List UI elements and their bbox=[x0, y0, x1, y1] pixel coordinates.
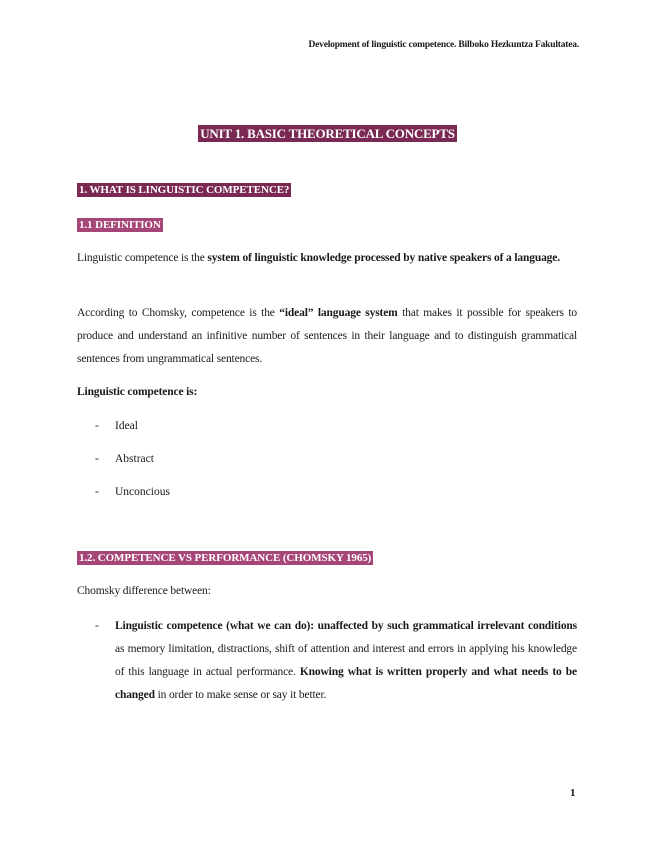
competence-bullet-text-1: as memory limitation, distractions, shift of attention and interest and errors in applying his knowledge of this language in actual performance. bbox=[115, 643, 577, 678]
list-intro bbox=[77, 381, 577, 404]
subsection-heading-definition-text: 1.1 DEFINITION bbox=[79, 219, 161, 231]
section-heading-2-text: 1.2. COMPETENCE VS PERFORMANCE (CHOMSKY 1965) bbox=[79, 552, 372, 564]
unit-title: UNIT 1. BASIC THEORETICAL CONCEPTS bbox=[200, 126, 455, 141]
section-heading-2 bbox=[77, 551, 373, 564]
list-item bbox=[77, 448, 577, 481]
chomsky-bold: “ideal” language system bbox=[279, 307, 398, 319]
definition-text: Linguistic competence is the bbox=[77, 252, 208, 264]
chomsky-text-start: According to Chomsky, competence is the bbox=[77, 307, 280, 319]
list-dash: - bbox=[95, 453, 99, 465]
comparison-intro bbox=[77, 580, 577, 603]
subsection-heading-definition bbox=[77, 218, 163, 231]
definition-bold: system of linguistic knowledge processed by native speakers of a language. bbox=[207, 252, 560, 264]
comparison-intro-text: Chomsky difference between: bbox=[77, 585, 211, 597]
bullet-dash: - bbox=[95, 620, 99, 632]
list-item-text: Ideal bbox=[115, 420, 138, 432]
list-intro-text: Linguistic competence is: bbox=[77, 386, 198, 398]
competence-bullet-bold-1: Linguistic competence (what we can do): unaffected by such grammatical irrelevant conditions bbox=[115, 620, 577, 632]
list-dash: - bbox=[95, 486, 99, 498]
list-item bbox=[77, 481, 577, 514]
page-number: 1 bbox=[570, 787, 576, 799]
chomsky-paragraph bbox=[77, 302, 577, 371]
competence-bullet-text-2: in order to make sense or say it better. bbox=[154, 689, 327, 701]
list-dash: - bbox=[95, 420, 99, 432]
definition-paragraph bbox=[77, 247, 577, 270]
list-item-text: Abstract bbox=[115, 453, 154, 465]
unit-title-wrap bbox=[0, 123, 655, 142]
list-item-text: Unconcious bbox=[115, 486, 170, 498]
section-heading-1-text: 1. WHAT IS LINGUISTIC COMPETENCE? bbox=[79, 184, 290, 196]
section-heading-1 bbox=[77, 183, 291, 196]
chomsky-text-end: that makes it possible for speakers to produce and understand an infinitive number of sentences in their language and to distinguish grammatical sentences from ungrammatical sentences. bbox=[77, 307, 577, 365]
running-header: Development of linguistic competence. Bilboko Hezkuntza Fakultatea. bbox=[308, 40, 579, 50]
competence-bullet-bold-2: Knowing what is written properly and what needs to be changed bbox=[115, 666, 577, 701]
list-item bbox=[77, 415, 577, 448]
competence-bullet bbox=[115, 615, 577, 707]
competence-properties-list bbox=[77, 415, 577, 514]
